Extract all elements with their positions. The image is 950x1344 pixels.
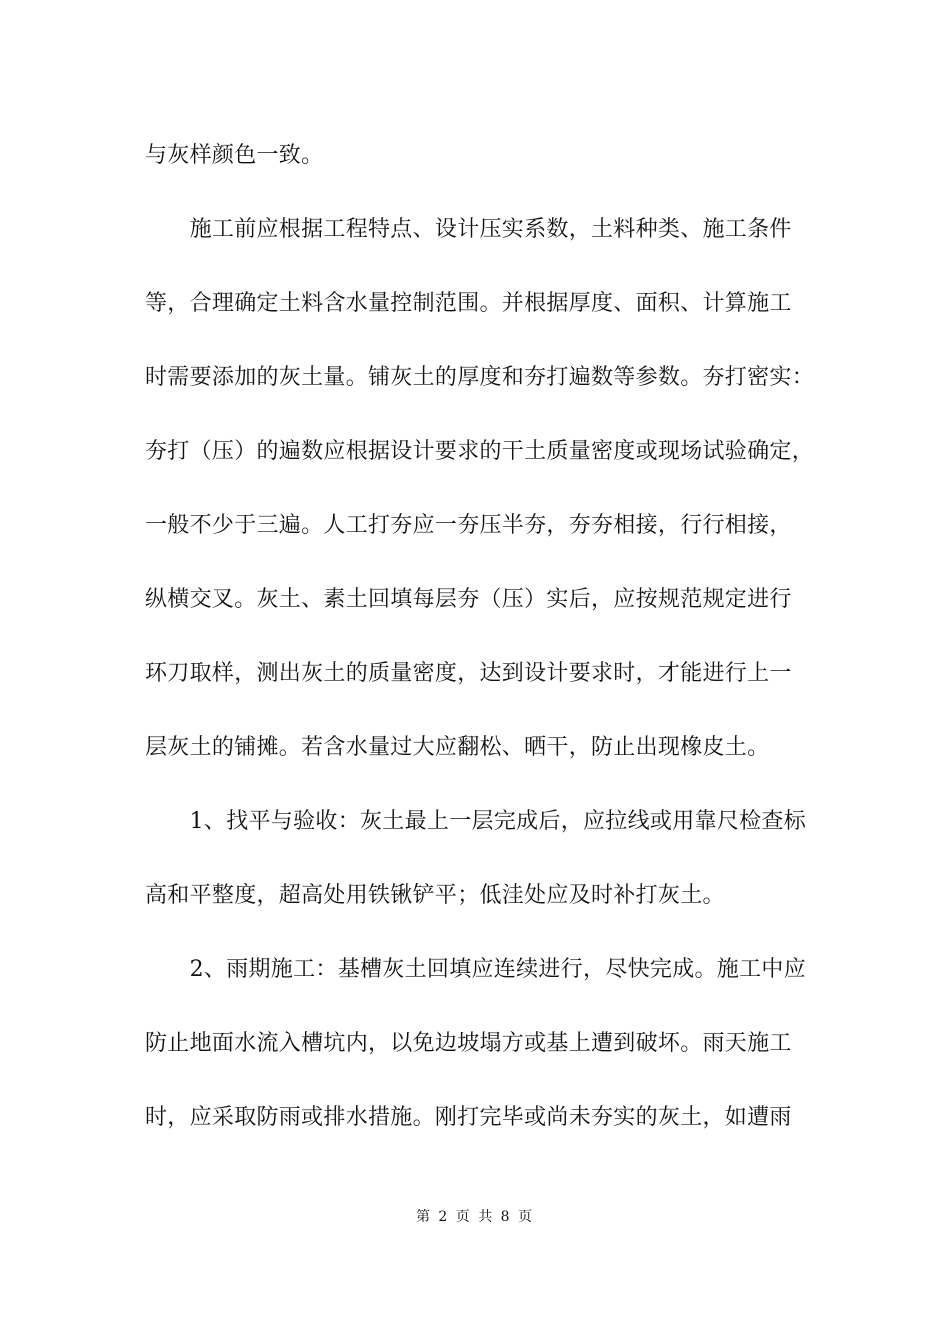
page-number-footer: 第 2 页 共 8 页 [415, 1209, 535, 1225]
text-line: 一般不少于三遍。人工打夯应一夯压半夯，夯夯相接，行行相接， [145, 513, 792, 538]
text-line: 高和平整度，超高处用铁锹铲平；低洼处应及时补打灰土。 [145, 883, 725, 908]
text-line: 1、找平与验收：灰土最上一层完成后，应拉线或用靠尺检查标 [145, 809, 806, 834]
text-line: 时需要添加的灰土量。铺灰土的厚度和夯打遍数等参数。夯打密实： [145, 365, 815, 390]
body-text [145, 128, 815, 1164]
text-line: 时，应采取防雨或排水措施。刚打完毕或尚未夯实的灰土，如遭雨 [145, 1105, 792, 1130]
text-line: 等，合理确定土料含水量控制范围。并根据厚度、面积、计算施工 [145, 291, 792, 316]
text-line: 2、雨期施工：基槽灰土回填应连续进行，尽快完成。施工中应 [145, 957, 806, 982]
text-line: 层灰土的铺摊。若含水量过大应翻松、晒干，防止出现橡皮土。 [145, 735, 770, 760]
text-line: 纵横交叉。灰土、素土回填每层夯（压）实后，应按规范规定进行 [145, 587, 792, 612]
text-line: 施工前应根据工程特点、设计压实系数，土料种类、施工条件 [145, 217, 792, 242]
text-line: 防止地面水流入槽坑内，以免边坡塌方或基上遭到破坏。雨天施工 [145, 1031, 792, 1056]
text-line: 与灰样颜色一致。 [145, 143, 324, 168]
text-line: 环刀取样，测出灰土的质量密度，达到设计要求时，才能进行上一 [145, 661, 792, 686]
text-line: 夯打（压）的遍数应根据设计要求的干土质量密度或现场试验确定， [145, 439, 815, 464]
